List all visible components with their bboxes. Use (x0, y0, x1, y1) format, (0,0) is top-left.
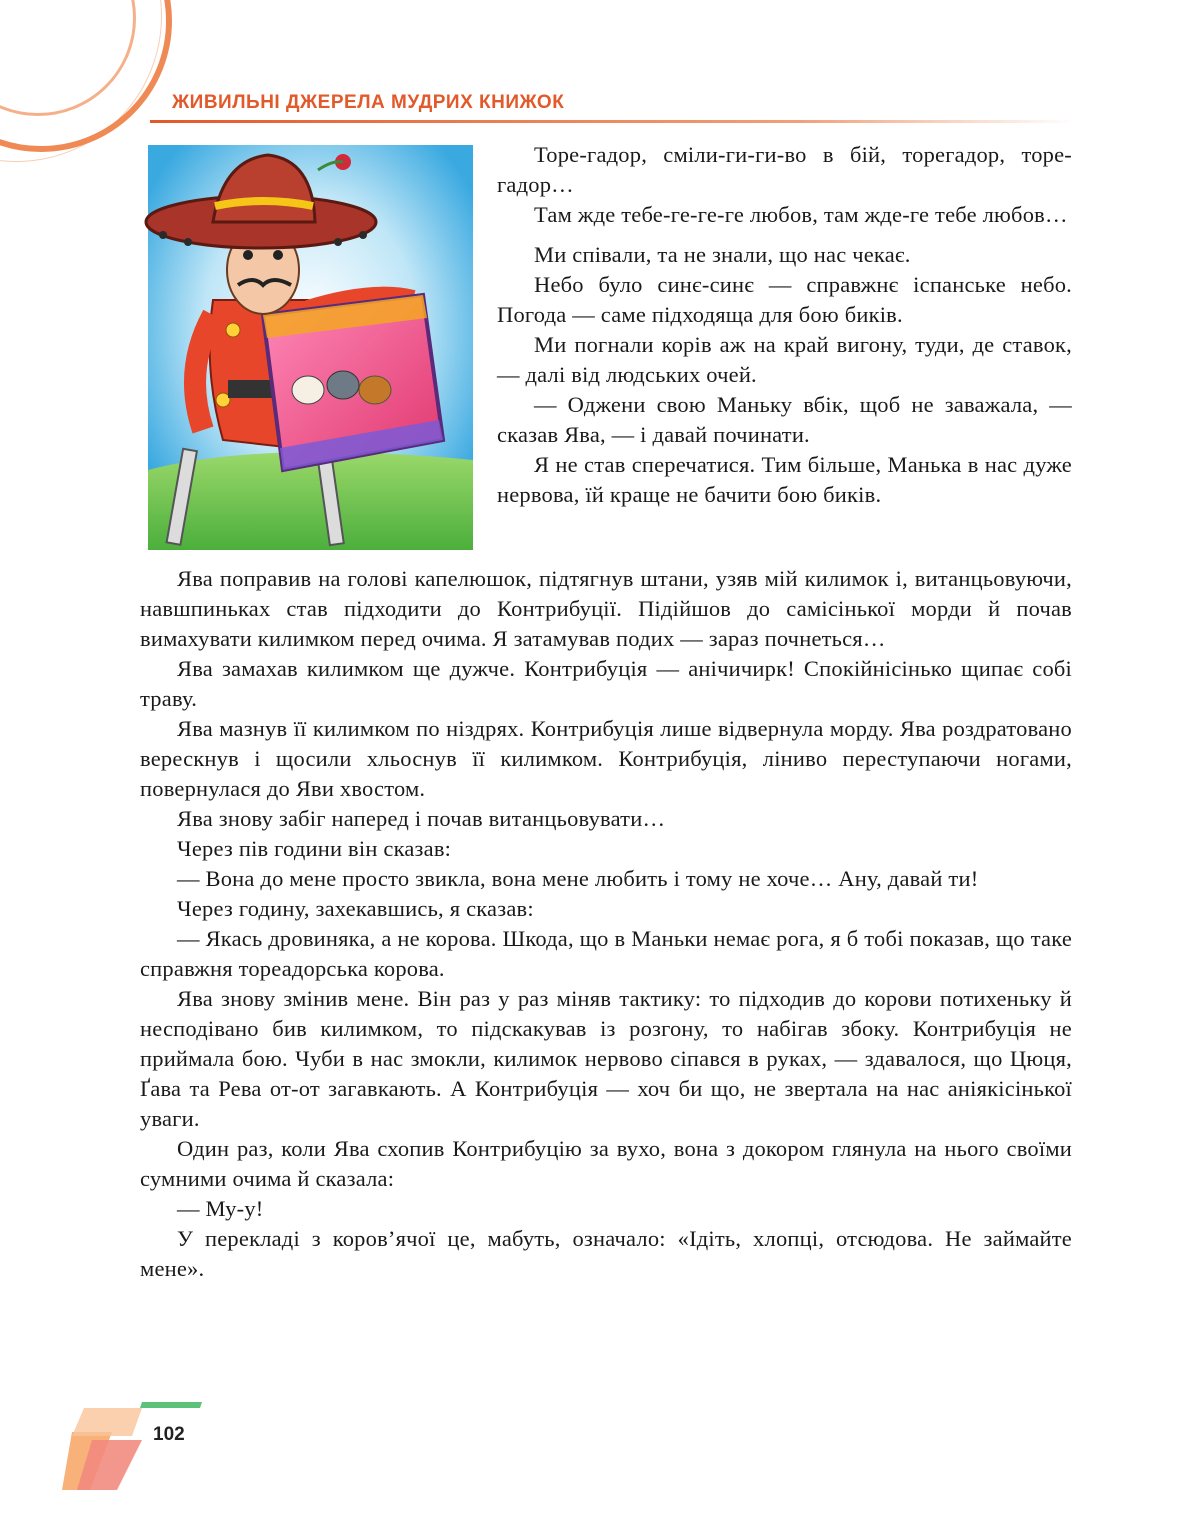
paragraph: — Якась дровиняка, а не корова. Шкода, що в Маньки немає рога, я б тобі показав, що таке справжня тореадорська корова. (140, 926, 1072, 981)
paragraph: Ява поправив на голові капелюшок, підтягнув штани, узяв мій килимок і, витанцьовуючи, навшпиньках став підходити до Контрибуції. Підійшов до самісінької морди й почав вимахувати килимком перед очима. Я затамував подих — зараз почнеться… (140, 566, 1072, 651)
section-header: ЖИВИЛЬНІ ДЖЕРЕЛА МУДРИХ КНИЖОК (172, 92, 565, 113)
paragraph: Ми співали, та не знали, що нас чекає. (534, 242, 911, 267)
paragraph: Один раз, коли Ява схопив Контрибуцію за вухо, вона з докором глянула на нього своїми сумними очима й сказала: (140, 1136, 1072, 1191)
paragraph: У перекладі з коров’ячої це, мабуть, означало: «Ідіть, хлопці, отсюдова. Не займайте мене». (140, 1226, 1072, 1281)
upper-right-text (497, 140, 1072, 510)
paragraph: Ява знову змінив мене. Він раз у раз міняв тактику: то підходив до корови потихеньку й несподівано бив килимком, то підскакував із розгону, то набігав збоку. Контрибуція не приймала бою. Чуби в нас змокли, килимок нервово сіпався в руках, — здавалося, що Цюця, Ґава та Рева от-от загавкають. А Контрибуція — хоч би що, не звертала на нас аніякісінької уваги. (140, 986, 1072, 1131)
matador-with-cape-icon (143, 140, 478, 555)
main-text (140, 564, 1072, 1284)
paragraph: Ми погнали корів аж на край вигону, туди, де ставок, — далі від людських очей. (497, 332, 1072, 387)
paragraph: Ява знову забіг наперед і почав витанцьовувати… (177, 806, 666, 831)
paragraph: — Оджени свою Маньку вбік, щоб не заважала, — сказав Ява, — і давай починати. (497, 392, 1072, 447)
paragraph: — Му-у! (177, 1196, 264, 1221)
page-number: 102 (153, 1424, 185, 1445)
paragraph: Я не став сперечатися. Тим більше, Манька в нас дуже нервова, їй краще не бачити бою биків. (497, 452, 1072, 507)
paragraph: Через пів години він сказав: (177, 836, 452, 861)
paragraph: Ява мазнув її килимком по ніздрях. Контрибуція лише відвернула морду. Ява роздратовано верескнув і щосили хльоснув її килимком. Контрибуція, ліниво переступаючи ногами, повернулася до Яви хвостом. (140, 716, 1072, 801)
paragraph: Небо було синє-синє — справжнє іспанське небо. Погода — саме підходяща для бою биків. (497, 272, 1072, 327)
paragraph: Ява замахав килимком ще дужче. Контрибуція — анічичирк! Спокійнісінько щипає собі траву. (140, 656, 1072, 711)
matador-illustration (143, 140, 478, 555)
paragraph: — Вона до мене просто звикла, вона мене любить і тому не хоче… Ану, давай ти! (177, 866, 979, 891)
header-divider (150, 120, 1075, 123)
song-line: Там жде тебе-ге-ге-ге любов, там жде-ге тебе любов… (534, 202, 1068, 227)
paragraph: Через годину, захекавшись, я сказав: (177, 896, 534, 921)
song-line: Торе-гадор, сміли-ги-ги-во в бій, торегадор, торе-гадор… (497, 142, 1072, 197)
